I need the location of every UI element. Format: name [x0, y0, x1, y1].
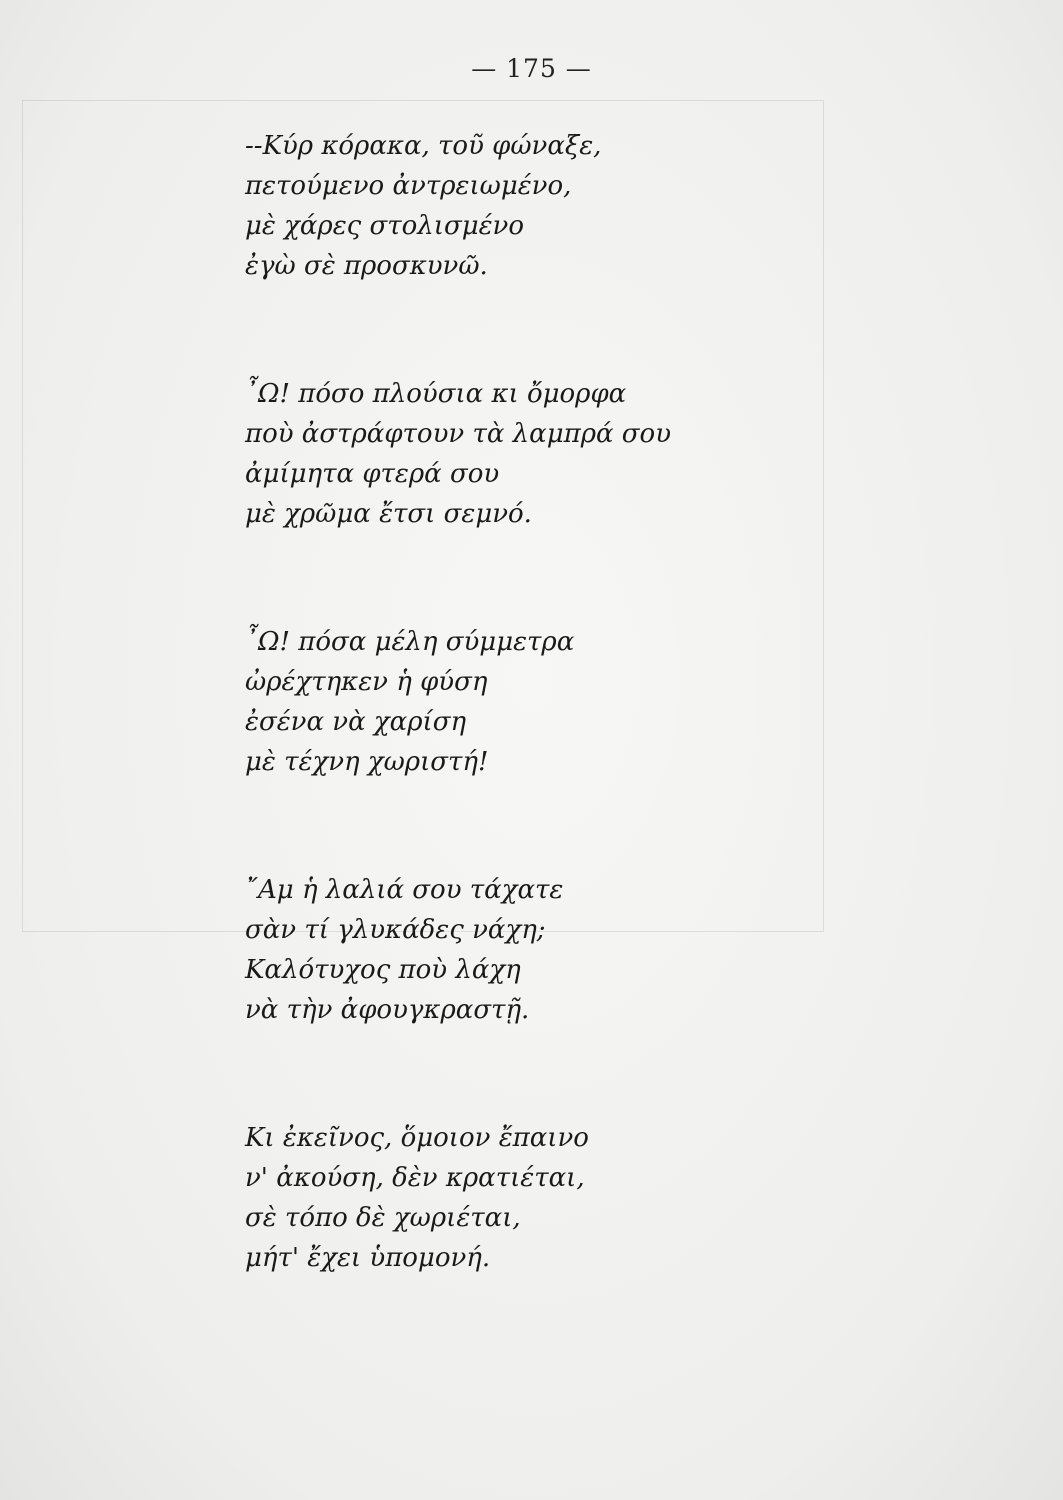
verse-line: ῏Ω! πόσο πλούσια κι ὄμορφα — [245, 379, 627, 409]
verse-line: ῏Ω! πόσα μέλη σύμμετρα — [245, 627, 575, 657]
verse-line: μὲ χρῶμα ἔτσι σεμνό. — [245, 499, 532, 529]
page-number: — 175 — — [471, 54, 592, 83]
poem — [245, 126, 845, 1278]
stanza-3 — [245, 622, 845, 782]
verse-line: ὠρέχτηκεν ἡ φύση — [245, 667, 488, 697]
verse-line: μὲ τέχνη χωριστή! — [245, 747, 489, 777]
stanza-2 — [245, 374, 845, 534]
verse-line: ποὺ ἀστράφτουν τὰ λαμπρά σου — [245, 419, 672, 449]
verse-line: νὰ τὴν ἀφουγκραστῇ. — [245, 995, 530, 1025]
verse-line: ν' ἀκούση, δὲν κρατιέται, — [245, 1163, 585, 1193]
verse-line: --Κύρ κόρακα, τοῦ φώναξε, — [245, 131, 602, 161]
verse-line: ἐσένα νὰ χαρίση — [245, 707, 467, 737]
verse-line: Καλότυχος ποὺ λάχη — [245, 955, 521, 985]
verse-line: ἀμίμητα φτερά σου — [245, 459, 500, 489]
verse-line: μὲ χάρες στολισμένο — [245, 211, 525, 241]
stanza-1 — [245, 126, 845, 286]
stanza-5 — [245, 1118, 845, 1278]
verse-line: σὰν τί γλυκάδες νάχη; — [245, 915, 546, 945]
verse-line: ῎Αμ ἡ λαλιά σου τάχατε — [245, 875, 564, 905]
stanza-4 — [245, 870, 845, 1030]
verse-line: πετούμενο ἀντρειωμένο, — [245, 171, 572, 201]
verse-line: Κι ἐκεῖνος, ὅμοιον ἔπαινο — [245, 1123, 589, 1153]
verse-line: μήτ' ἔχει ὑπομονή. — [245, 1243, 491, 1273]
verse-line: σὲ τόπο δὲ χωριέται, — [245, 1203, 521, 1233]
verse-line: ἐγὼ σὲ προσκυνῶ. — [245, 251, 488, 281]
